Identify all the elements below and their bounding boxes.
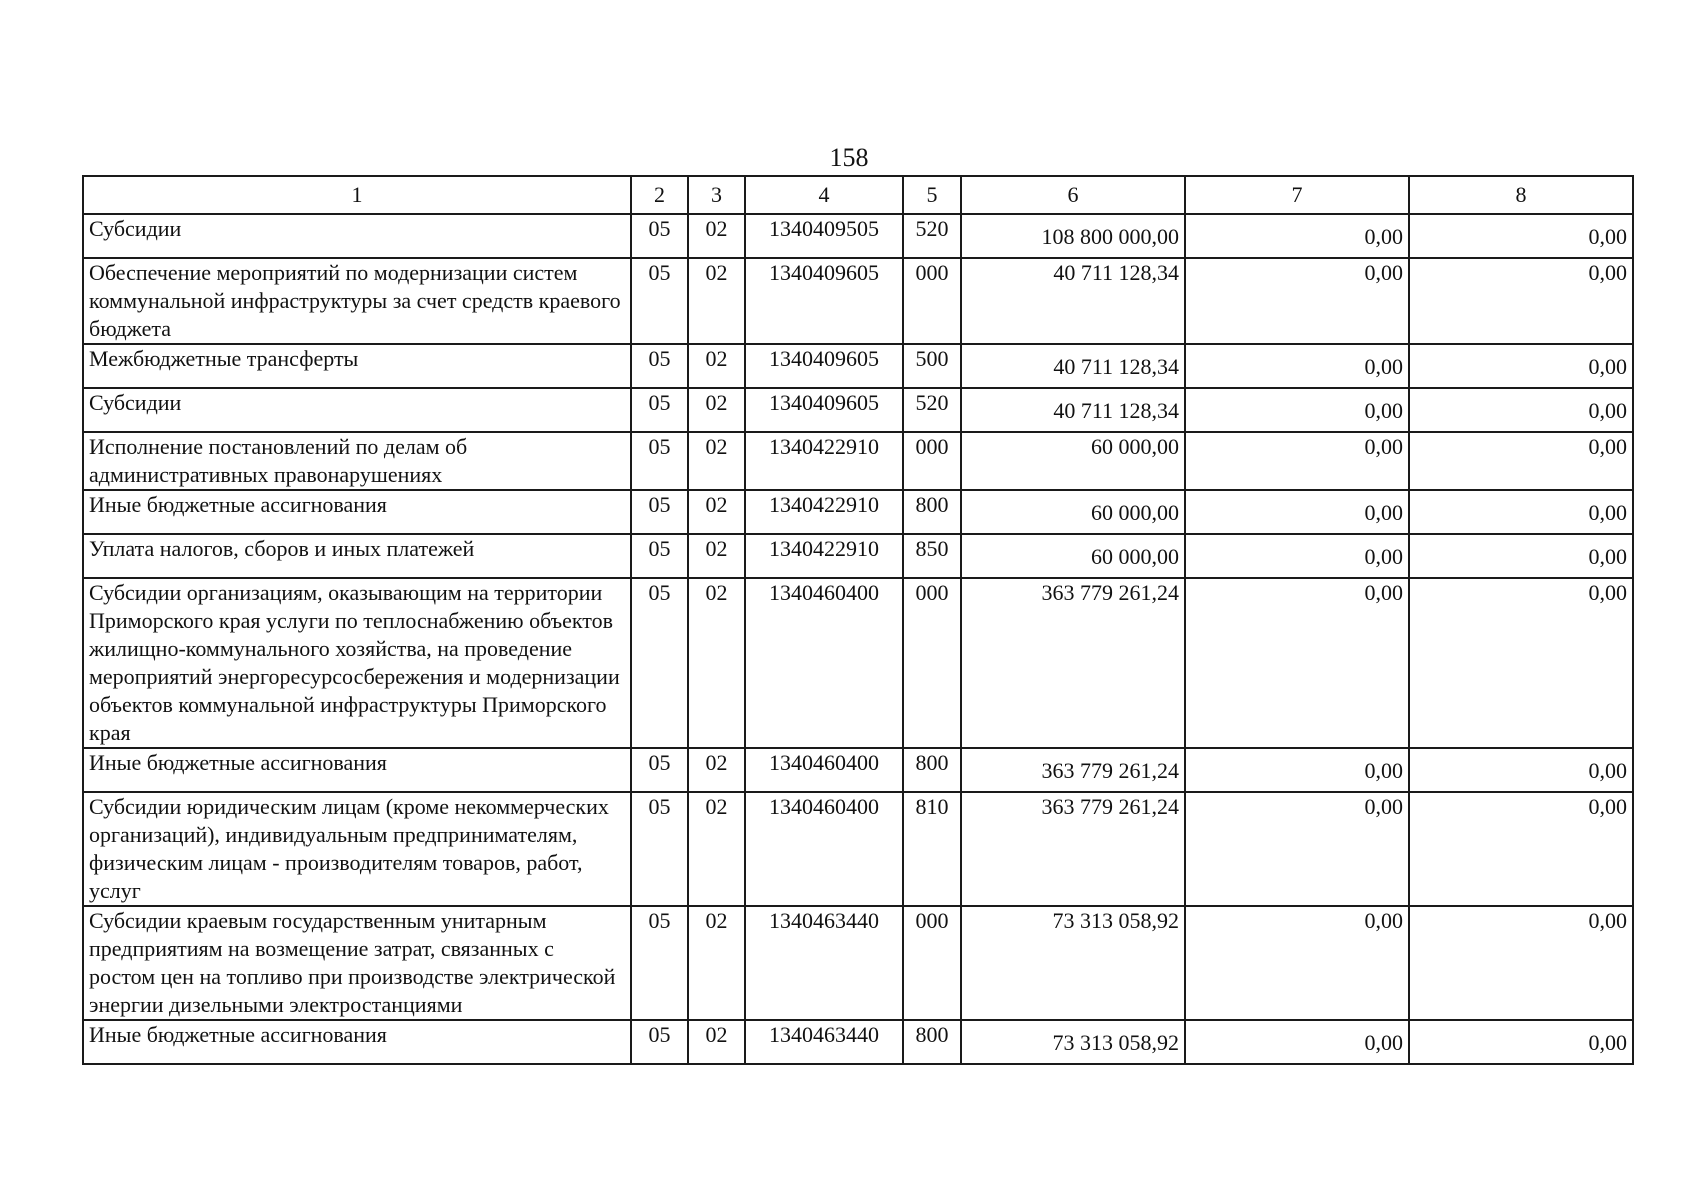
row-subsection: 02 xyxy=(688,214,745,258)
row-value-7: 0,00 xyxy=(1185,578,1409,748)
row-target-code: 1340463440 xyxy=(745,906,903,1020)
row-target-code: 1340460400 xyxy=(745,792,903,906)
row-name: Исполнение постановлений по делам об административных правонарушениях xyxy=(83,432,631,490)
row-value-7: 0,00 xyxy=(1185,490,1409,534)
row-value-6: 73 313 058,92 xyxy=(961,906,1185,1020)
row-target-code: 1340409605 xyxy=(745,258,903,344)
row-name: Субсидии организациям, оказывающим на территории Приморского края услуги по теплоснабжению объектов жилищно-коммунального хозяйства, на проведение мероприятий энергоресурсосбережения и модернизации объектов коммунальной инфраструктуры Приморского края xyxy=(83,578,631,748)
table-row xyxy=(83,432,1633,490)
row-subsection: 02 xyxy=(688,792,745,906)
row-subsection: 02 xyxy=(688,490,745,534)
row-name: Субсидии xyxy=(83,388,631,432)
row-name: Иные бюджетные ассигнования xyxy=(83,490,631,534)
row-target-code: 1340463440 xyxy=(745,1020,903,1064)
row-value-6: 73 313 058,92 xyxy=(961,1020,1185,1064)
row-name: Субсидии xyxy=(83,214,631,258)
row-target-code: 1340409505 xyxy=(745,214,903,258)
row-value-7: 0,00 xyxy=(1185,906,1409,1020)
row-value-7: 0,00 xyxy=(1185,214,1409,258)
row-value-7: 0,00 xyxy=(1185,1020,1409,1064)
row-target-code: 1340422910 xyxy=(745,432,903,490)
row-section: 05 xyxy=(631,258,688,344)
row-value-7: 0,00 xyxy=(1185,792,1409,906)
row-subsection: 02 xyxy=(688,906,745,1020)
row-value-8: 0,00 xyxy=(1409,748,1633,792)
row-section: 05 xyxy=(631,432,688,490)
row-section: 05 xyxy=(631,344,688,388)
row-value-8: 0,00 xyxy=(1409,792,1633,906)
row-value-6: 40 711 128,34 xyxy=(961,344,1185,388)
row-section: 05 xyxy=(631,534,688,578)
row-target-code: 1340460400 xyxy=(745,748,903,792)
column-header: 5 xyxy=(903,176,961,214)
table-row xyxy=(83,490,1633,534)
column-header: 3 xyxy=(688,176,745,214)
row-name: Иные бюджетные ассигнования xyxy=(83,748,631,792)
row-subsection: 02 xyxy=(688,534,745,578)
row-name: Субсидии юридическим лицам (кроме некоммерческих организаций), индивидуальным предпринимателям, физическим лицам - производителям товаров, работ, услуг xyxy=(83,792,631,906)
row-name: Уплата налогов, сборов и иных платежей xyxy=(83,534,631,578)
row-section: 05 xyxy=(631,906,688,1020)
row-section: 05 xyxy=(631,388,688,432)
row-subsection: 02 xyxy=(688,432,745,490)
row-target-code: 1340409605 xyxy=(745,388,903,432)
row-subsection: 02 xyxy=(688,344,745,388)
row-value-7: 0,00 xyxy=(1185,258,1409,344)
column-header: 1 xyxy=(83,176,631,214)
row-value-6: 60 000,00 xyxy=(961,432,1185,490)
row-expense-type: 000 xyxy=(903,432,961,490)
column-header: 4 xyxy=(745,176,903,214)
row-subsection: 02 xyxy=(688,1020,745,1064)
column-header: 2 xyxy=(631,176,688,214)
row-value-8: 0,00 xyxy=(1409,906,1633,1020)
row-expense-type: 000 xyxy=(903,578,961,748)
row-subsection: 02 xyxy=(688,578,745,748)
row-value-8: 0,00 xyxy=(1409,388,1633,432)
table-row xyxy=(83,748,1633,792)
row-value-6: 60 000,00 xyxy=(961,490,1185,534)
row-subsection: 02 xyxy=(688,748,745,792)
row-value-6: 363 779 261,24 xyxy=(961,578,1185,748)
row-value-8: 0,00 xyxy=(1409,432,1633,490)
row-value-7: 0,00 xyxy=(1185,432,1409,490)
table-row xyxy=(83,388,1633,432)
row-value-6: 108 800 000,00 xyxy=(961,214,1185,258)
row-expense-type: 850 xyxy=(903,534,961,578)
row-section: 05 xyxy=(631,748,688,792)
column-header: 7 xyxy=(1185,176,1409,214)
row-target-code: 1340422910 xyxy=(745,490,903,534)
table-row xyxy=(83,792,1633,906)
row-value-6: 363 779 261,24 xyxy=(961,748,1185,792)
row-value-7: 0,00 xyxy=(1185,388,1409,432)
row-name: Межбюджетные трансферты xyxy=(83,344,631,388)
row-name: Иные бюджетные ассигнования xyxy=(83,1020,631,1064)
row-value-8: 0,00 xyxy=(1409,344,1633,388)
table-row xyxy=(83,534,1633,578)
table-row xyxy=(83,344,1633,388)
row-target-code: 1340460400 xyxy=(745,578,903,748)
row-expense-type: 500 xyxy=(903,344,961,388)
row-section: 05 xyxy=(631,792,688,906)
row-value-8: 0,00 xyxy=(1409,1020,1633,1064)
row-value-8: 0,00 xyxy=(1409,534,1633,578)
row-expense-type: 000 xyxy=(903,906,961,1020)
table-row xyxy=(83,258,1633,344)
row-expense-type: 520 xyxy=(903,388,961,432)
row-value-8: 0,00 xyxy=(1409,258,1633,344)
row-value-6: 363 779 261,24 xyxy=(961,792,1185,906)
row-expense-type: 800 xyxy=(903,748,961,792)
row-value-6: 60 000,00 xyxy=(961,534,1185,578)
table-row xyxy=(83,906,1633,1020)
header-row xyxy=(83,176,1633,214)
table-row xyxy=(83,578,1633,748)
row-value-8: 0,00 xyxy=(1409,490,1633,534)
row-expense-type: 810 xyxy=(903,792,961,906)
row-subsection: 02 xyxy=(688,258,745,344)
row-name: Обеспечение мероприятий по модернизации систем коммунальной инфраструктуры за счет средств краевого бюджета xyxy=(83,258,631,344)
row-value-6: 40 711 128,34 xyxy=(961,388,1185,432)
row-value-7: 0,00 xyxy=(1185,534,1409,578)
row-expense-type: 000 xyxy=(903,258,961,344)
row-subsection: 02 xyxy=(688,388,745,432)
table-row xyxy=(83,1020,1633,1064)
page-number: 158 xyxy=(829,143,869,172)
row-section: 05 xyxy=(631,578,688,748)
column-header: 8 xyxy=(1409,176,1633,214)
row-expense-type: 800 xyxy=(903,1020,961,1064)
row-expense-type: 800 xyxy=(903,490,961,534)
table-row xyxy=(83,214,1633,258)
row-value-8: 0,00 xyxy=(1409,214,1633,258)
row-value-7: 0,00 xyxy=(1185,748,1409,792)
row-expense-type: 520 xyxy=(903,214,961,258)
row-value-8: 0,00 xyxy=(1409,578,1633,748)
column-header: 6 xyxy=(961,176,1185,214)
row-name: Субсидии краевым государственным унитарным предприятиям на возмещение затрат, связанных с ростом цен на топливо при производстве электрической энергии дизельными электростанциями xyxy=(83,906,631,1020)
row-value-7: 0,00 xyxy=(1185,344,1409,388)
row-target-code: 1340422910 xyxy=(745,534,903,578)
budget-table xyxy=(82,175,1634,1065)
row-target-code: 1340409605 xyxy=(745,344,903,388)
row-section: 05 xyxy=(631,490,688,534)
row-section: 05 xyxy=(631,214,688,258)
row-value-6: 40 711 128,34 xyxy=(961,258,1185,344)
row-section: 05 xyxy=(631,1020,688,1064)
